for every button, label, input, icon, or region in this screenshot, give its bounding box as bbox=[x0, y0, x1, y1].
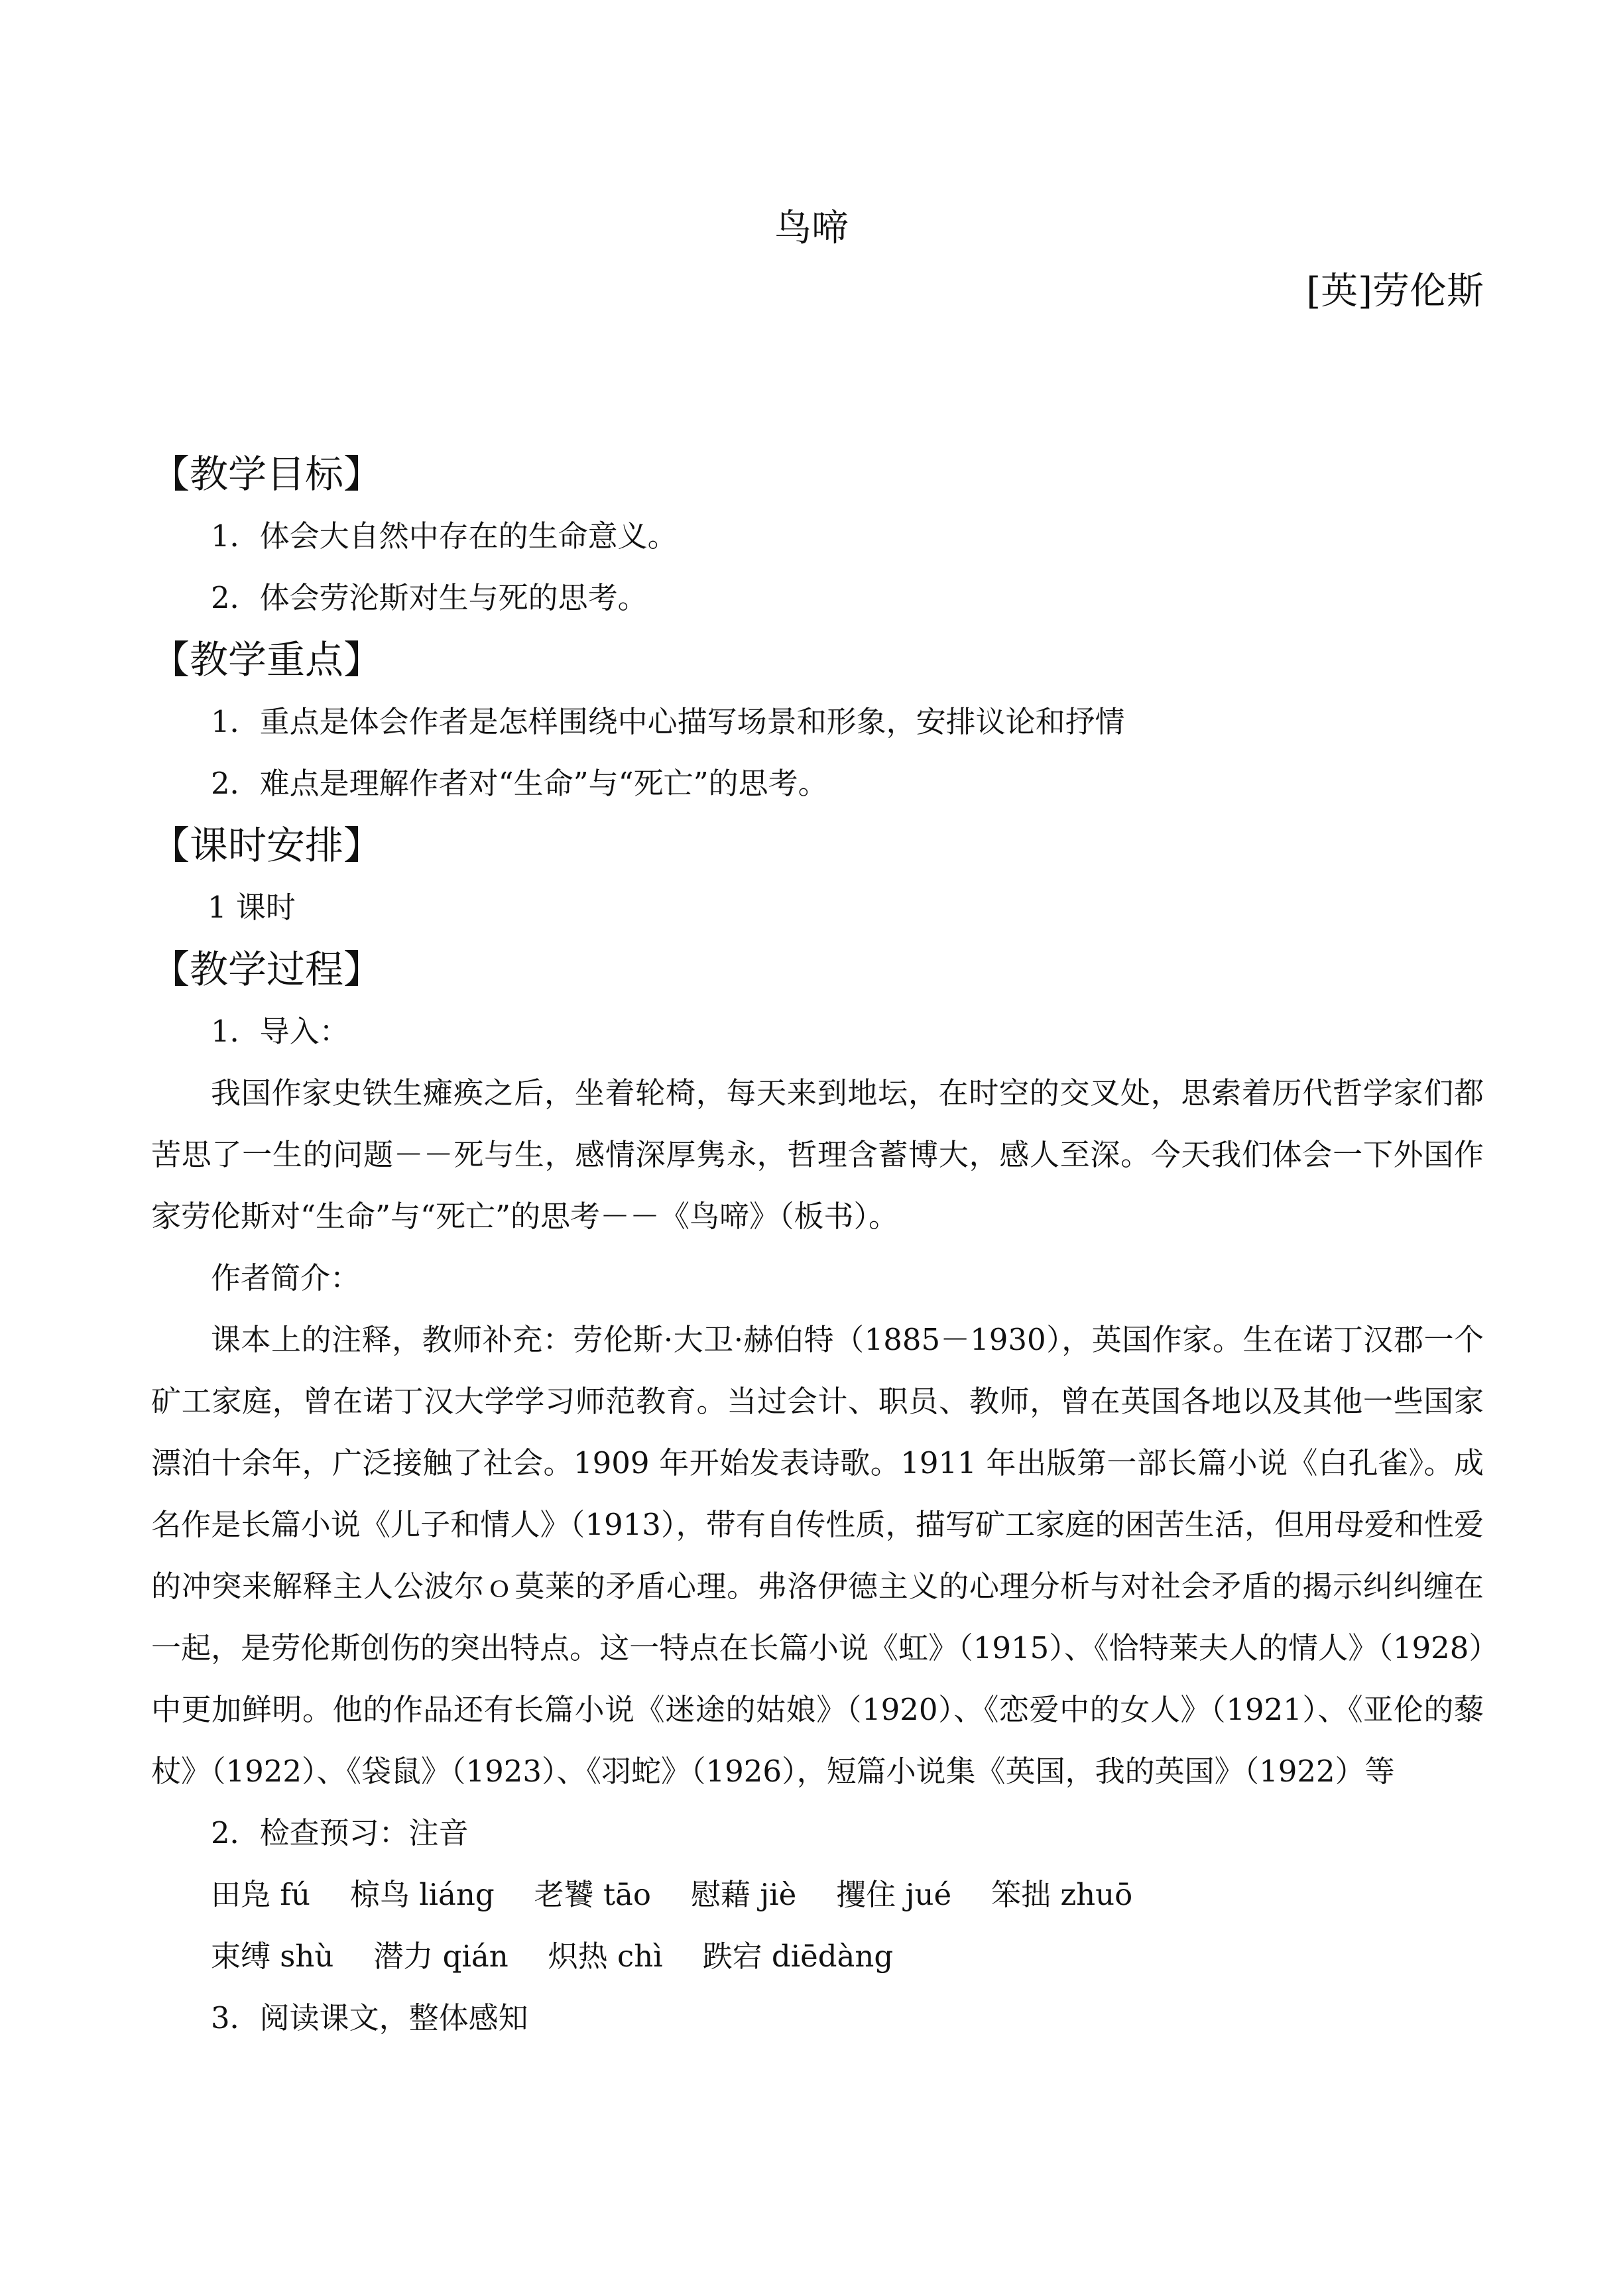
focus-item-2: 2．难点是理解作者对“生命”与“死亡”的思考。 bbox=[211, 766, 828, 801]
pinyin-row-2 bbox=[151, 1925, 1484, 1987]
pinyin-item: 田凫 fú bbox=[211, 1877, 310, 1912]
intro-paragraph: 我国作家史铁生瘫痪之后，坐着轮椅，每天来到地坛，在时空的交叉处，思索着历代哲学家们都苦思了一生的问题－－死与生，感情深厚隽永，哲理含蓄博大，感人至深。今天我们体会一下外国作家劳伦斯对“生命”与“死亡”的思考－－《鸟啼》（板书）。 bbox=[151, 1075, 1484, 1234]
heading-process: 【教学过程】 bbox=[151, 947, 383, 992]
pinyin-item: 攫住 jué bbox=[836, 1877, 952, 1912]
heading-goals: 【教学目标】 bbox=[151, 452, 383, 497]
goal-item-2: 2．体会劳沦斯对生与死的思考。 bbox=[211, 580, 648, 615]
author-intro-label: 作者简介： bbox=[211, 1260, 361, 1296]
author-paragraph: 课本上的注释，教师补充：劳伦斯·大卫·赫伯特（1885－1930），英国作家。生在诺丁汉郡一个矿工家庭，曾在诺丁汉大学学习师范教育。当过会计、职员、教师，曾在英国各地以及其他一些国家漂泊十余年，广泛接触了社会。1909 年开始发表诗歌。1911 年出版第一部长篇小说《白孔雀》。成名作是长篇小说《儿子和情人》（1913），带有自传性质，描写矿工家庭的困苦生活，但用母爱和性爱的冲突来解释主人公波尔ｏ莫莱的矛盾心理。弗洛伊德主义的心理分析与对社会矛盾的揭示纠纠缠在一起，是劳伦斯创伤的突出特点。这一特点在长篇小说《虹》（1915）、《恰特莱夫人的情人》（1928）中更加鲜明。他的作品还有长篇小说《迷途的姑娘》（1920）、《恋爱中的女人》（1921）、《亚伦的藜杖》（1922）、《袋鼠》（1923）、《羽蛇》（1926），短篇小说集《英国，我的英国》（1922）等 bbox=[151, 1322, 1484, 1789]
focus-item-1: 1．重点是体会作者是怎样围绕中心描写场景和形象，安排议论和抒情 bbox=[211, 704, 1125, 739]
step-3-reading: 3．阅读课文，整体感知 bbox=[211, 2000, 528, 2035]
step-1-intro: 1．导入： bbox=[211, 1014, 349, 1049]
page-title: 鸟啼 bbox=[774, 207, 849, 250]
pinyin-item: 老饕 tāo bbox=[534, 1877, 651, 1912]
pinyin-item: 笨拙 zhuō bbox=[991, 1877, 1133, 1912]
author-line: [英]劳伦斯 bbox=[1306, 270, 1484, 313]
pinyin-item: 椋鸟 liáng bbox=[349, 1877, 495, 1912]
pinyin-item: 炽热 chì bbox=[548, 1939, 663, 1974]
pinyin-item: 束缚 shù bbox=[211, 1939, 334, 1974]
goal-item-1: 1．体会大自然中存在的生命意义。 bbox=[211, 518, 678, 554]
pinyin-item: 慰藉 jiè bbox=[690, 1877, 797, 1912]
pinyin-row-1 bbox=[151, 1864, 1484, 1925]
pinyin-item: 跌宕 diēdàng bbox=[702, 1939, 894, 1974]
heading-schedule: 【课时安排】 bbox=[151, 823, 383, 868]
pinyin-item: 潜力 qián bbox=[373, 1939, 509, 1974]
heading-focus: 【教学重点】 bbox=[151, 637, 383, 682]
step-2-preview: 2．检查预习：注音 bbox=[211, 1815, 469, 1850]
document-body bbox=[151, 443, 1484, 2049]
schedule-text: 1 课时 bbox=[208, 890, 296, 925]
